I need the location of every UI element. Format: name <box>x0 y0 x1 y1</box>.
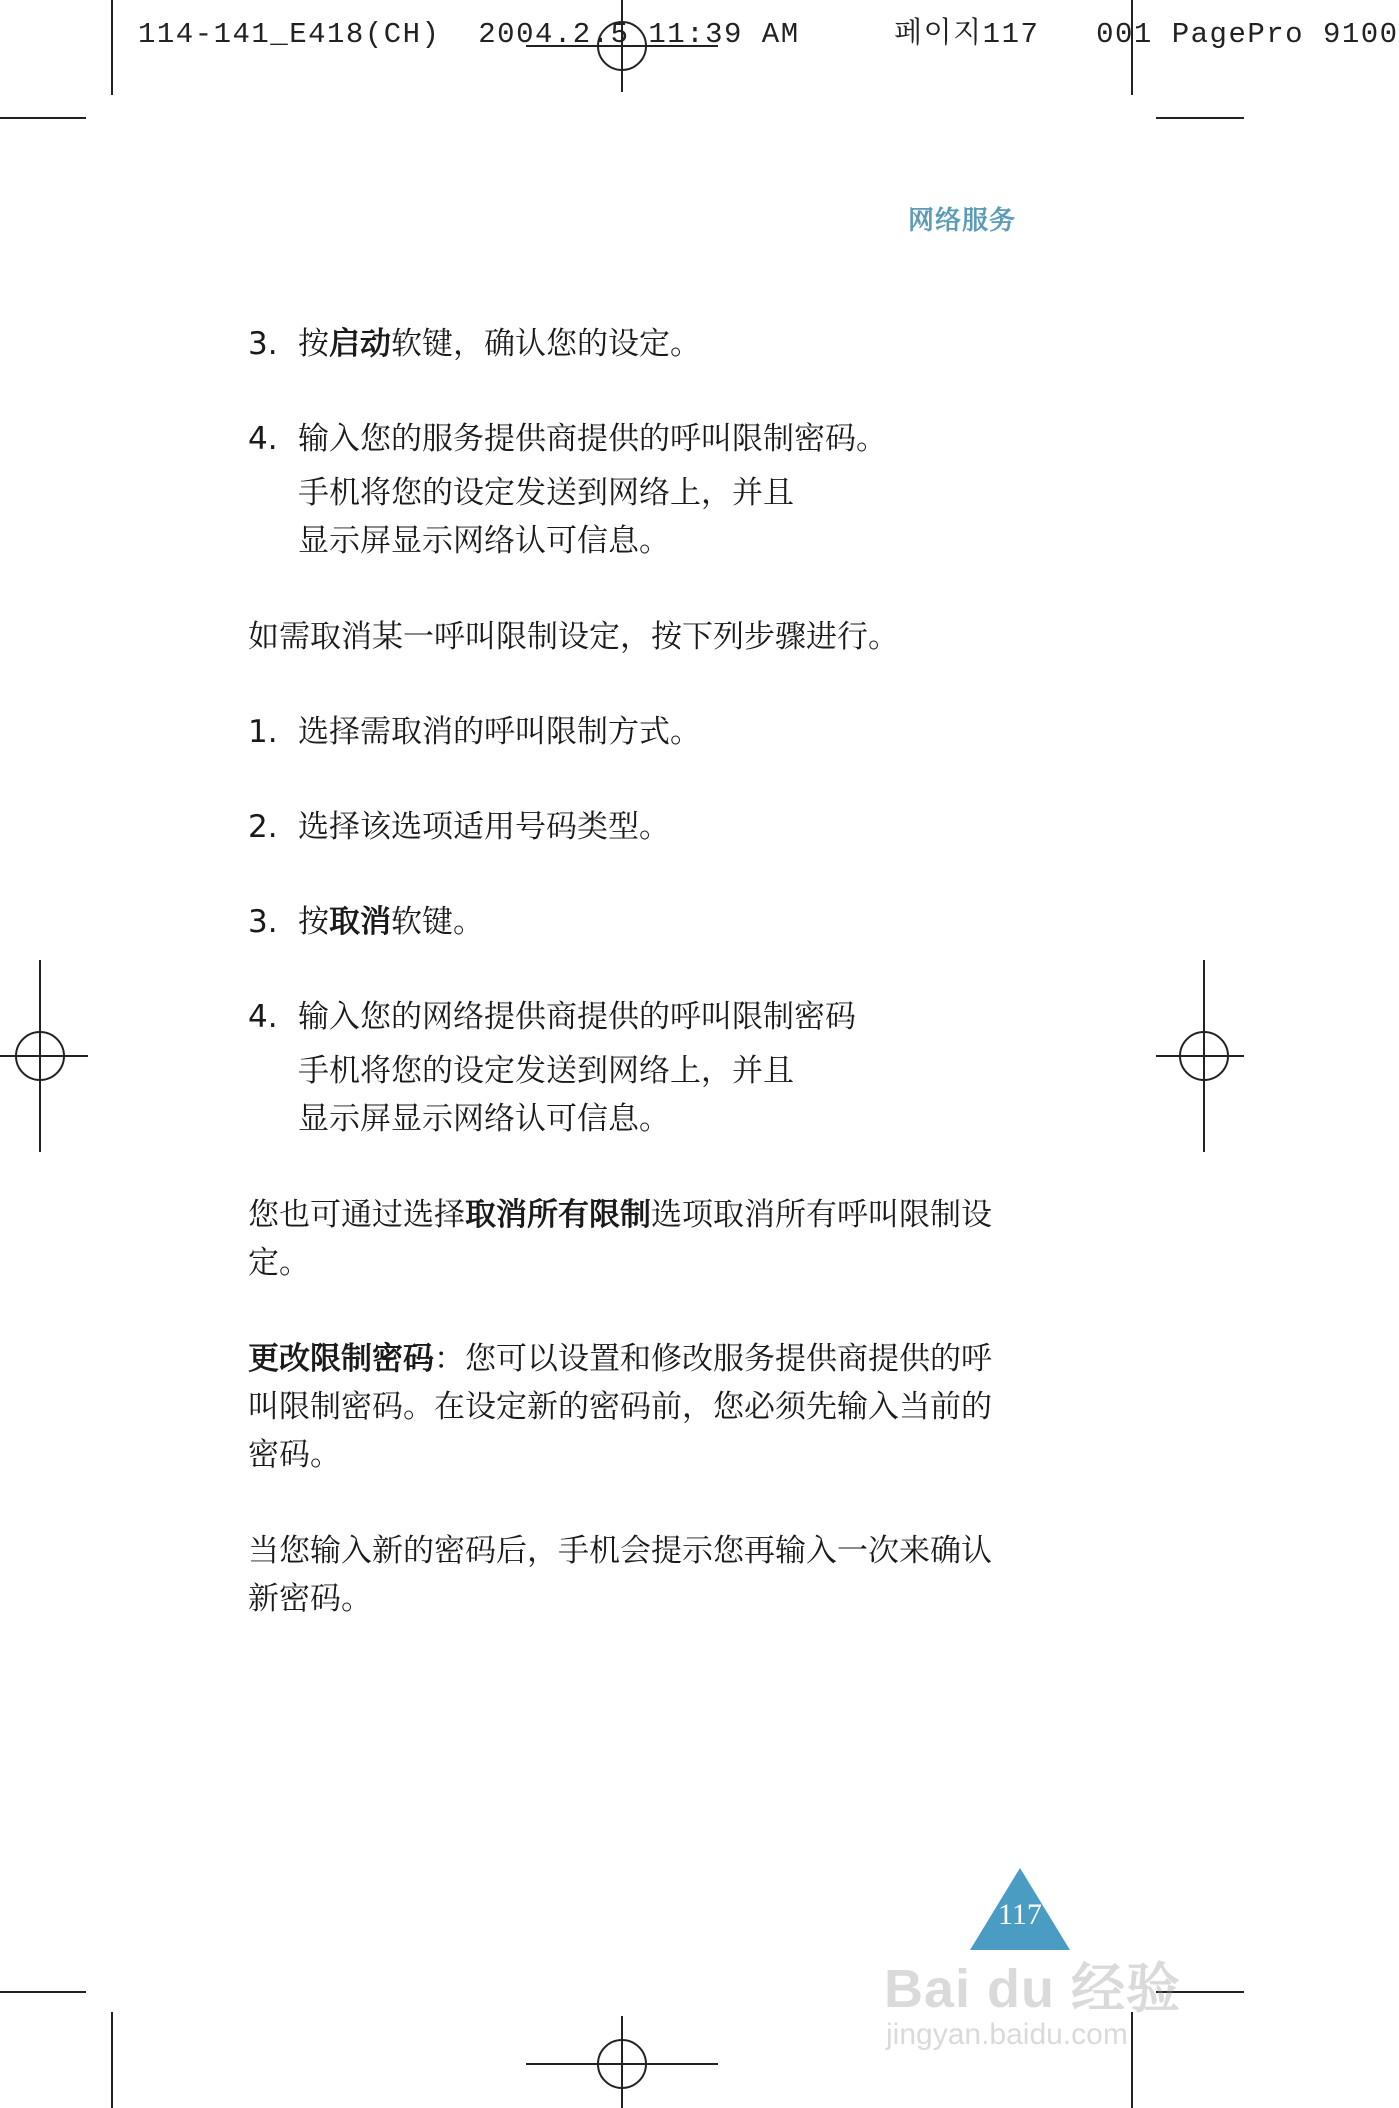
step-number: 4. <box>248 421 278 457</box>
softkey-name: 取消 <box>329 904 391 940</box>
step-text <box>298 898 484 946</box>
page-content <box>248 320 1008 1623</box>
watermark-logo: Bai du 经验 <box>884 1959 1182 2019</box>
step-4-note: 手机将您的设定发送到网络上，并且显示屏显示网络认可信息。 <box>298 475 794 559</box>
step-text: 选择需取消的呼叫限制方式。 <box>298 714 701 750</box>
registration-mark-bottom <box>526 2016 718 2108</box>
step-number: 2. <box>248 809 278 845</box>
cancel-step-3 <box>248 898 1008 946</box>
step-text: 输入您的服务提供商提供的呼叫限制密码。 <box>298 421 887 457</box>
softkey-name: 启动 <box>329 326 391 362</box>
text-run: ：您可以设置和修改服务提供商提供的呼叫限制密码。在设定新的密码前，您必须先输入当前的密码。 <box>248 1341 992 1473</box>
step-number: 3. <box>248 904 278 940</box>
step-text <box>298 320 701 368</box>
text-run: 按 <box>298 326 329 362</box>
cancel-all-paragraph <box>248 1191 1008 1287</box>
cancel-intro: 如需取消某一呼叫限制设定，按下列步骤进行。 <box>248 619 899 655</box>
option-name: 取消所有限制 <box>465 1197 651 1233</box>
step-text: 选择该选项适用号码类型。 <box>298 809 670 845</box>
print-slug <box>138 10 1399 51</box>
cancel-step-4 <box>248 993 1008 1041</box>
step-number: 1. <box>248 714 278 750</box>
watermark-url: jingyan.baidu.com <box>886 2018 1128 2051</box>
cancel-step-4-note: 手机将您的设定发送到网络上，并且显示屏显示网络认可信息。 <box>298 1053 794 1137</box>
change-password-paragraph <box>248 1335 1008 1479</box>
section-title: 网络服务 <box>908 206 1017 236</box>
text-run: 软键。 <box>391 904 484 940</box>
slug-plate: 001 PagePro 9100 <box>1096 18 1399 51</box>
registration-mark-left <box>0 960 88 1152</box>
step-4-enter-password <box>248 415 1008 463</box>
text-run: 按 <box>298 904 329 940</box>
cancel-step-2 <box>248 803 1008 851</box>
text-run: 您也可通过选择 <box>248 1197 465 1233</box>
step-text: 输入您的网络提供商提供的呼叫限制密码 <box>298 999 856 1035</box>
text-run: 软键，确认您的设定。 <box>391 326 701 362</box>
registration-mark-right <box>1156 960 1244 1152</box>
cancel-step-1 <box>248 708 1008 756</box>
page-number: 117 <box>998 1898 1042 1931</box>
slug-file: 114-141_E418(CH) <box>138 18 441 51</box>
slug-datetime: 2004.2.5 11:39 AM <box>478 18 800 51</box>
confirm-paragraph: 当您输入新的密码后，手机会提示您再输入一次来确认新密码。 <box>248 1533 992 1617</box>
step-number: 4. <box>248 999 278 1035</box>
step-number: 3. <box>248 326 278 362</box>
text-run: 选项取消所有呼叫限制设定。 <box>248 1197 992 1281</box>
slug-page-label: 페이지117 <box>894 18 1040 51</box>
option-name: 更改限制密码 <box>248 1341 434 1377</box>
step-3-start <box>248 320 1008 368</box>
